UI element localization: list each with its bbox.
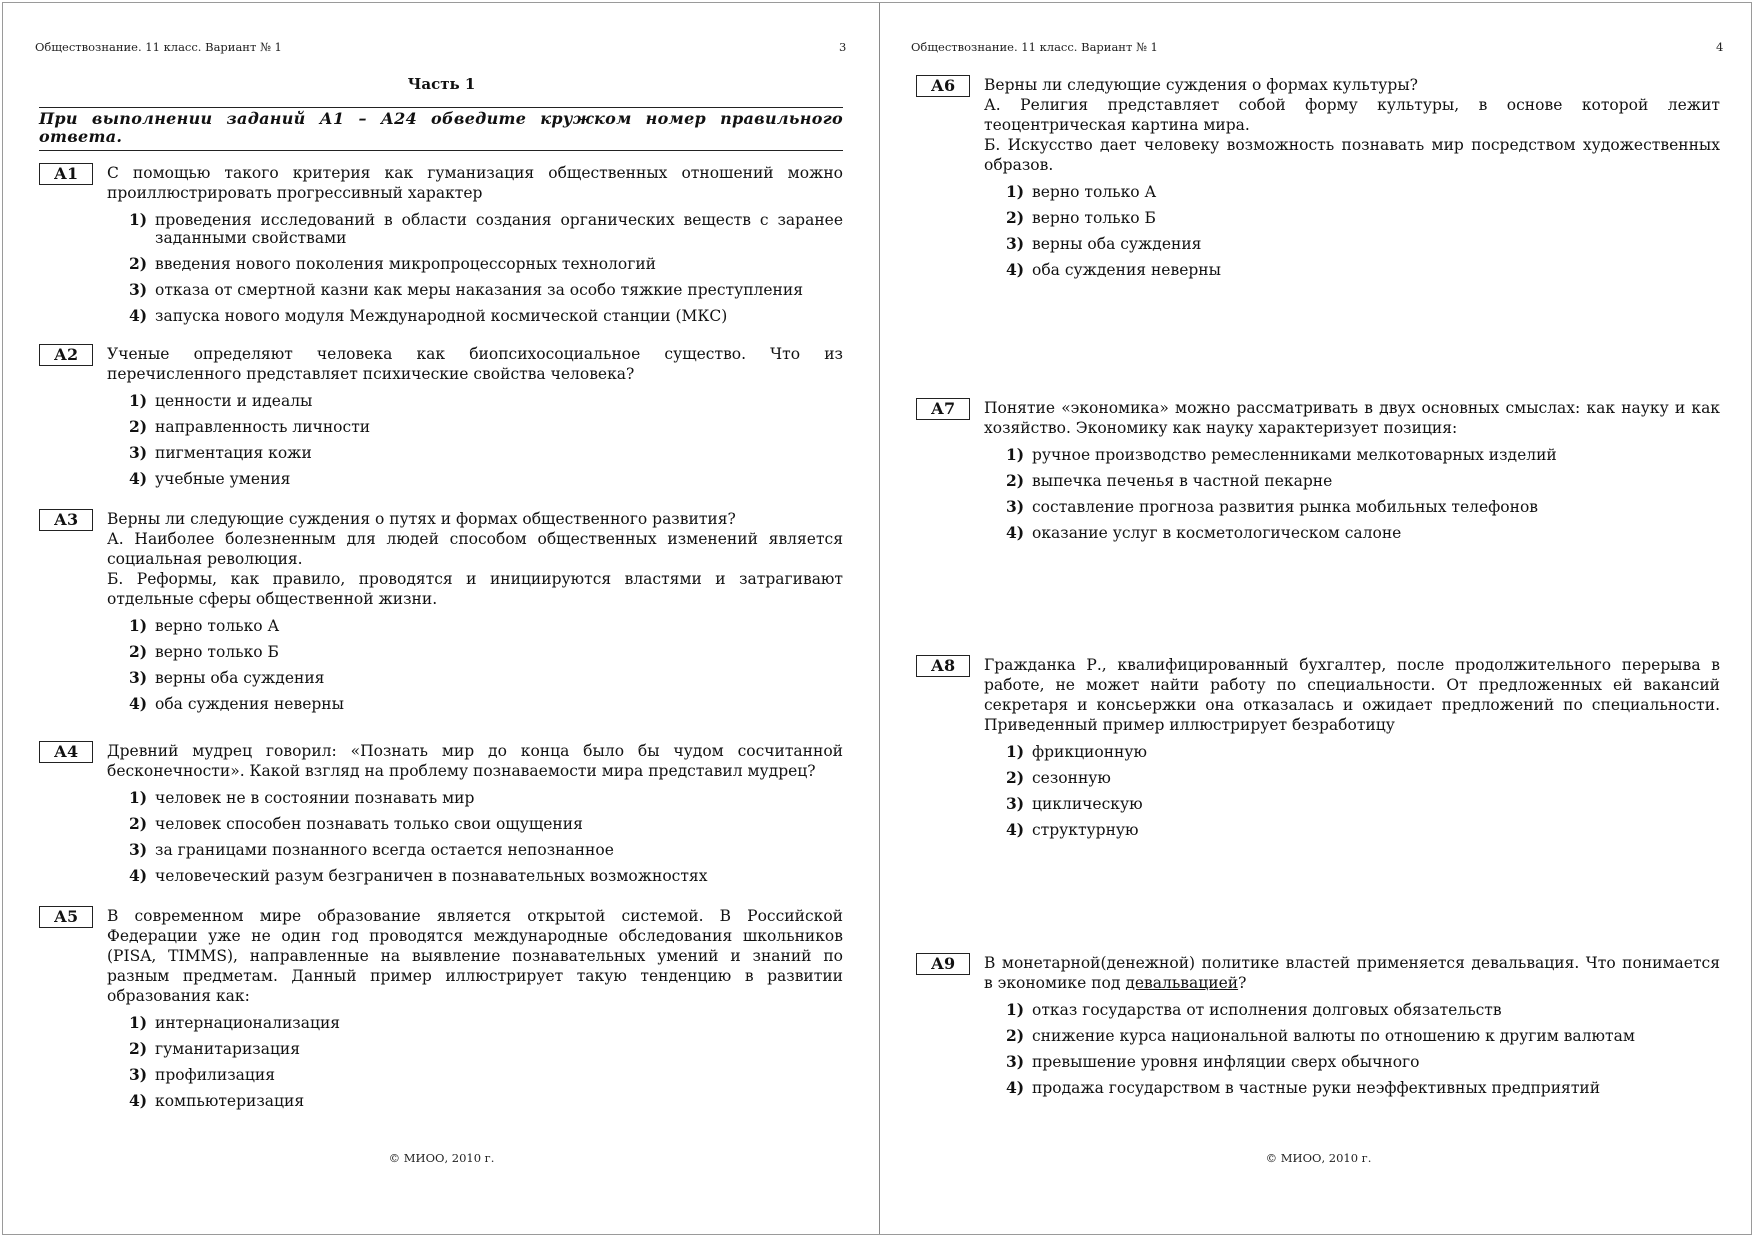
answer-option[interactable] [129,307,843,325]
question-a3 [39,509,843,713]
question-text: Верны ли следующие суждения о путях и формах общественного развития? А. Наиболее болезненным для людей способом общественных изменений является социальная революция. Б. Реформы, как правило, проводятся и инициируются властями и затрагивают отдельные сферы общественной жизни. [107,510,843,608]
page-number: 3 [839,40,847,54]
option-text: верно только Б [1032,209,1156,227]
question-a9 [916,953,1720,1097]
answer-option[interactable] [1006,524,1720,542]
option-text: человек не в состоянии познавать мир [155,789,475,807]
answer-option[interactable] [1006,446,1720,464]
option-text: за границами познанного всегда остается непознанное [155,841,614,859]
option-text: направленность личности [155,418,371,436]
option-text: гуманитаризация [155,1040,301,1058]
option-number: 3) [129,280,148,299]
answer-option[interactable] [1006,1053,1720,1071]
answer-option[interactable] [129,470,843,488]
option-number: 1) [1006,742,1025,761]
option-number: 2) [129,417,148,436]
option-number: 3) [129,840,148,859]
answer-option[interactable] [129,617,843,635]
page-footer: © МИОО, 2010 г. [1265,1151,1372,1165]
answer-option[interactable] [1006,1027,1720,1045]
option-text: оба суждения неверны [1032,261,1221,279]
question-a7 [916,398,1720,542]
page-header-title: Обществознание. 11 класс. Вариант № 1 [911,40,1158,54]
option-number: 2) [1006,471,1025,490]
option-number: 2) [1006,208,1025,227]
underlined-term: девальвацией [1125,974,1239,992]
answer-option[interactable] [1006,821,1720,839]
page-header-title: Обществознание. 11 класс. Вариант № 1 [35,40,282,54]
option-number: 1) [129,210,148,229]
page-number: 4 [1716,40,1724,54]
option-number: 2) [129,814,148,833]
question-number: А1 [39,163,93,185]
option-number: 2) [129,254,148,273]
option-number: 4) [1006,260,1025,279]
page-left [3,3,880,1234]
question-text: Верны ли следующие суждения о формах культуры? А. Религия представляет собой форму культуры, в основе которой лежит теоцентрическая картина мира. Б. Искусство дает человеку возможность познавать мир посредством художественных образов. [984,76,1720,174]
answer-option[interactable] [129,1040,843,1058]
option-text: циклическую [1032,795,1143,813]
question-text: Ученые определяют человека как биопсихосоциальное существо. Что из перечисленного представляет психические свойства человека? [107,345,843,383]
document-spread [2,2,1752,1235]
option-text: проведения исследований в области создания органических веществ с заранее заданными свойствами [155,211,843,247]
question-text: В современном мире образование является открытой системой. В Российской Федерации уже не один год проводятся международные обследования школьников (PISA, TIMMS), направленные на выявление познавательных умений и знаний по разным предметам. Данный пример иллюстрирует такую тенденцию в развитии образования как: [107,907,843,1005]
question-a2 [39,344,843,488]
option-text: превышение уровня инфляции сверх обычного [1032,1053,1420,1071]
page-right [880,3,1754,1234]
option-text: верны оба суждения [155,669,325,687]
option-text: снижение курса национальной валюты по отношению к другим валютам [1032,1027,1635,1045]
option-text: оказание услуг в косметологическом салоне [1032,524,1402,542]
option-number: 1) [1006,182,1025,201]
option-text: ручное производство ремесленниками мелкотоварных изделий [1032,446,1557,464]
question-a8 [916,655,1720,839]
option-text: интернационализация [155,1014,341,1032]
option-number: 4) [1006,523,1025,542]
question-number: А4 [39,741,93,763]
option-number: 3) [1006,234,1025,253]
option-text: сезонную [1032,769,1111,787]
question-text-part: В монетарной(денежной) политике властей применяется девальвация. Что понимается в экономике под [984,954,1720,992]
option-text: человеческий разум безграничен в познавательных возможностях [155,867,708,885]
option-number: 1) [129,616,148,635]
option-text: запуска нового модуля Международной космической станции (МКС) [155,307,728,325]
option-number: 4) [129,694,148,713]
option-number: 4) [129,1091,148,1110]
option-number: 4) [1006,1078,1025,1097]
option-number: 3) [129,668,148,687]
option-number: 3) [1006,794,1025,813]
answer-option[interactable] [129,418,843,436]
option-number: 1) [129,1013,148,1032]
answer-option[interactable] [1006,1001,1720,1019]
question-number: А6 [916,75,970,97]
answer-option[interactable] [1006,743,1720,761]
option-text: фрикционную [1032,743,1147,761]
answer-option[interactable] [1006,261,1720,279]
option-text: структурную [1032,821,1139,839]
question-number: А7 [916,398,970,420]
option-number: 4) [129,306,148,325]
answer-option[interactable] [129,815,843,833]
question-text: Понятие «экономика» можно рассматривать в двух основных смыслах: как науку и как хозяйство. Экономику как науку характеризует позиция: [984,399,1720,437]
option-text: оба суждения неверны [155,695,344,713]
option-text: профилизация [155,1066,275,1084]
option-text: верно только А [155,617,280,635]
option-number: 2) [1006,1026,1025,1045]
option-number: 4) [1006,820,1025,839]
option-number: 3) [129,1065,148,1084]
option-number: 1) [129,391,148,410]
option-text: компьютеризация [155,1092,305,1110]
answer-option[interactable] [129,867,843,885]
answer-option[interactable] [129,281,843,299]
question-number: А3 [39,509,93,531]
instruction: При выполнении заданий А1 – А24 обведите кружком номер правильного ответа. [39,109,843,146]
option-number: 1) [1006,1000,1025,1019]
option-text: человек способен познавать только свои ощущения [155,815,583,833]
answer-option[interactable] [1006,795,1720,813]
option-number: 1) [129,788,148,807]
answer-option[interactable] [1006,183,1720,201]
answer-option[interactable] [129,1066,843,1084]
question-text-part: ? [1238,974,1247,992]
option-text: составление прогноза развития рынка мобильных телефонов [1032,498,1539,516]
question-a6 [916,75,1720,279]
question-a1 [39,163,843,325]
question-a4 [39,741,843,885]
option-number: 2) [129,642,148,661]
option-text: учебные умения [155,470,291,488]
option-text: верно только А [1032,183,1157,201]
option-number: 4) [129,469,148,488]
answer-option[interactable] [129,444,843,462]
question-number: А2 [39,344,93,366]
option-text: введения нового поколения микропроцессорных технологий [155,255,656,273]
option-text: продажа государством в частные руки неэффективных предприятий [1032,1079,1601,1097]
answer-option[interactable] [129,643,843,661]
divider [39,107,843,108]
answer-option[interactable] [1006,209,1720,227]
answer-option[interactable] [129,789,843,807]
page-footer: © МИОО, 2010 г. [388,1151,495,1165]
option-text: верно только Б [155,643,279,661]
question-text [984,953,1720,993]
answer-option[interactable] [129,841,843,859]
answer-option[interactable] [129,392,843,410]
answer-option[interactable] [129,1092,843,1110]
part-title: Часть 1 [407,75,476,93]
question-text: Гражданка Р., квалифицированный бухгалтер, после продолжительного перерыва в работе, не может найти работу по специальности. От предложенных ей вакансий секретаря и консьержки она отказалась и ожидает предложений по специальности. Приведенный пример иллюстрирует безработицу [984,656,1720,734]
option-text: пигментация кожи [155,444,312,462]
option-text: отказа от смертной казни как меры наказания за особо тяжкие преступления [155,281,803,299]
answer-option[interactable] [1006,235,1720,253]
question-number: А5 [39,906,93,928]
option-number: 3) [129,443,148,462]
answer-option[interactable] [129,1014,843,1032]
option-number: 1) [1006,445,1025,464]
answer-option[interactable] [129,211,843,247]
question-a5 [39,906,843,1110]
answer-option[interactable] [1006,769,1720,787]
option-number: 3) [1006,497,1025,516]
question-text: Древний мудрец говорил: «Познать мир до конца было бы чудом сосчитанной бесконечности». Какой взгляд на проблему познаваемости мира представил мудрец? [107,742,843,780]
answer-option[interactable] [129,255,843,273]
option-text: верны оба суждения [1032,235,1202,253]
answer-option[interactable] [1006,472,1720,490]
option-number: 3) [1006,1052,1025,1071]
option-text: ценности и идеалы [155,392,313,410]
answer-option[interactable] [129,669,843,687]
answer-option[interactable] [1006,1079,1720,1097]
option-text: выпечка печенья в частной пекарне [1032,472,1333,490]
option-text: отказ государства от исполнения долговых обязательств [1032,1001,1502,1019]
option-number: 4) [129,866,148,885]
question-number: А8 [916,655,970,677]
answer-option[interactable] [129,695,843,713]
option-number: 2) [129,1039,148,1058]
divider [39,150,843,151]
option-number: 2) [1006,768,1025,787]
question-text: С помощью такого критерия как гуманизация общественных отношений можно проиллюстрировать прогрессивный характер [107,164,843,202]
question-number: А9 [916,953,970,975]
answer-option[interactable] [1006,498,1720,516]
